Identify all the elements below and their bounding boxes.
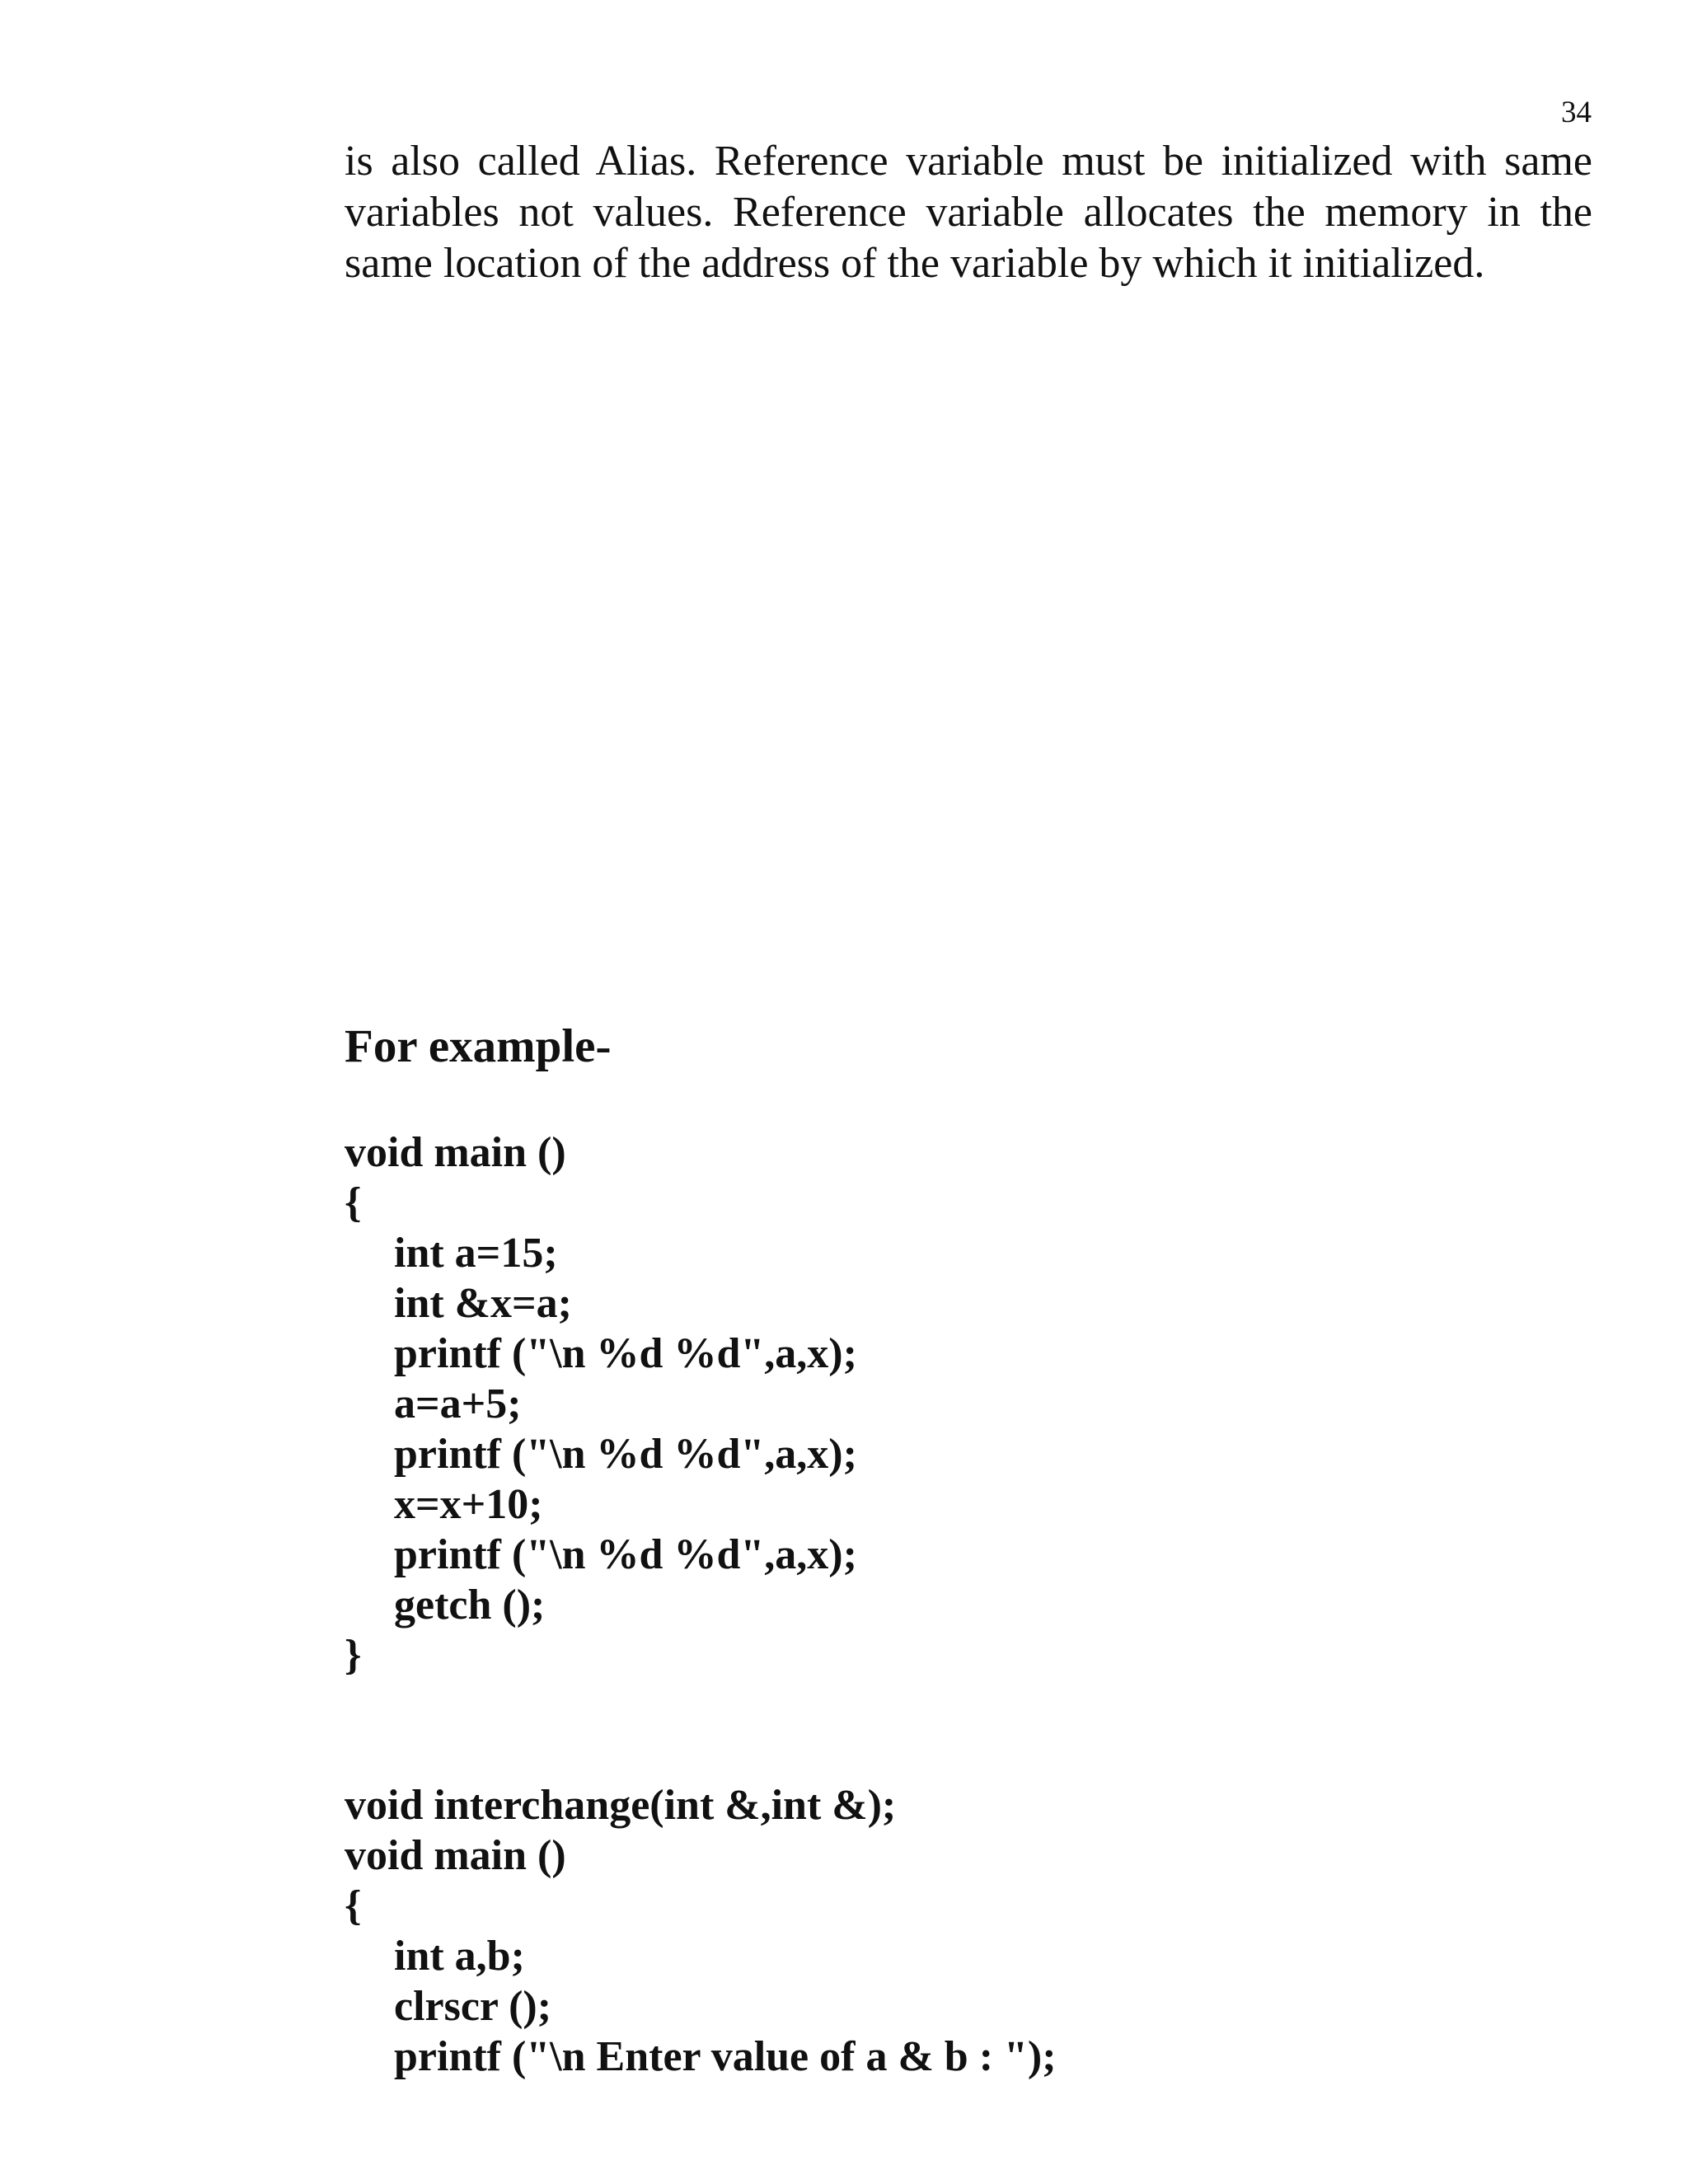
code-line: { [345,1882,362,1929]
code-line: x=x+10; [394,1481,543,1528]
example-heading: For example- [345,1020,612,1072]
code-line: printf ("\n Enter value of a & b : "); [394,2033,1057,2080]
page-number: 34 [1561,96,1592,129]
code-line: a=a+5; [394,1380,522,1427]
code-line: void main () [345,1129,566,1176]
code-line: int &x=a; [394,1280,572,1327]
code-block-interchange-example [345,1780,1057,2082]
code-line: void interchange(int &,int &); [345,1782,897,1829]
code-line: } [345,1632,362,1679]
code-line: printf ("\n %d %d",a,x); [394,1431,857,1478]
code-line: { [345,1179,362,1226]
code-block-reference-example [345,1127,857,1680]
intro-paragraph: is also called Alias. Reference variable must be initialized with same variables not values. Reference variable allocates the memory in the same location of the address of the variable by which it initialized. [345,138,1592,287]
code-line: getch (); [394,1582,546,1629]
code-line: printf ("\n %d %d",a,x); [394,1531,857,1578]
code-line: clrscr (); [394,1983,552,2030]
code-line: printf ("\n %d %d",a,x); [394,1330,857,1377]
code-line: void main () [345,1832,566,1879]
code-line: int a=15; [394,1230,558,1277]
code-line: int a,b; [394,1933,525,1980]
